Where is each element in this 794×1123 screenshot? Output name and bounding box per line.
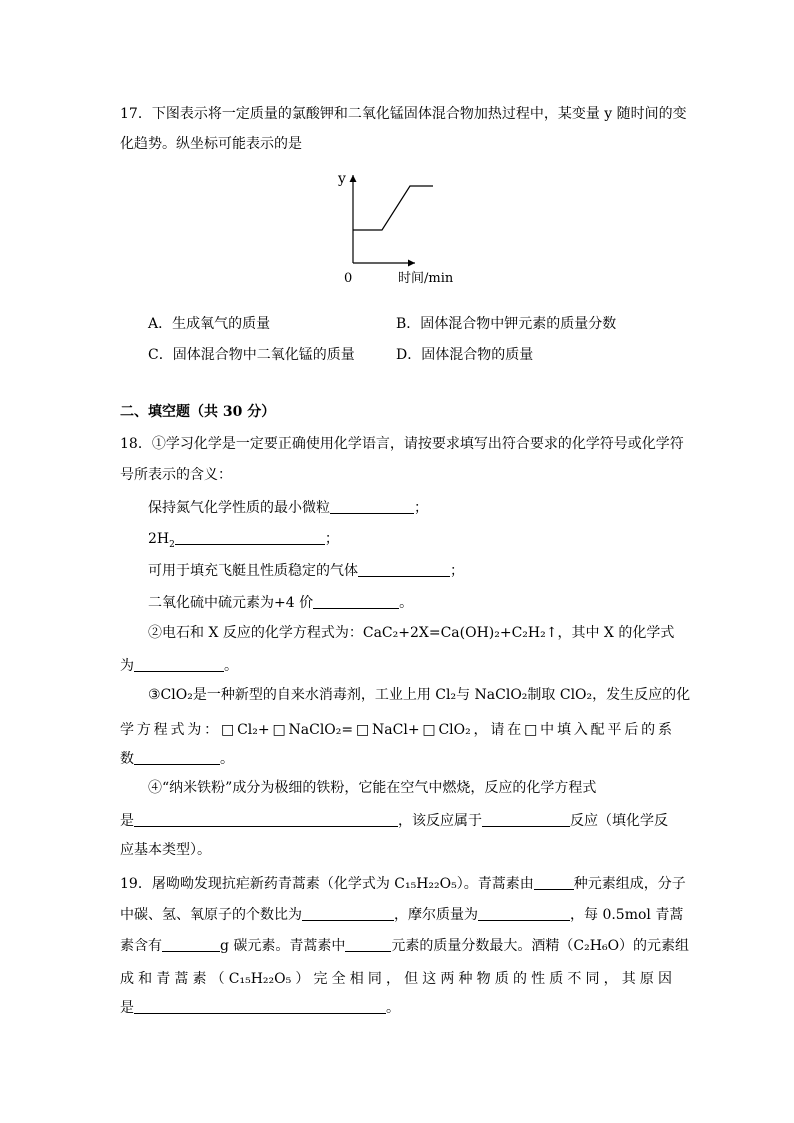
q17-option-d: D．固体混合物的质量 bbox=[396, 347, 534, 363]
q18-item3: 可用于填充飞艇且性质稳定的气体 ； bbox=[148, 563, 464, 579]
answer-blank[interactable] bbox=[175, 530, 325, 545]
q17-line1: 17．下图表示将一定质量的氯酸钾和二氧化锰固体混合物加热过程中，某变量 y 随时间的变 bbox=[120, 106, 687, 122]
q18-p2-line2: 为 。 bbox=[120, 658, 238, 674]
trend-line bbox=[353, 186, 433, 230]
q18-p3-line2: 学方程式为：□Cl₂+□NaClO₂=□NaCl+□ClO₂，请在□中填入配平后的系 bbox=[120, 722, 672, 738]
q18-p3-line3: 数 。 bbox=[120, 751, 234, 767]
q18-p4-line2: 是 ，该反应属于 反应（填化学反 bbox=[120, 813, 668, 829]
q19-line3: 素含有 g 碳元素。青蒿素中 元素的质量分数最大。酒精（C₂H₆O）的元素组 bbox=[120, 938, 690, 954]
answer-blank[interactable] bbox=[482, 812, 570, 827]
q19-line4: 成和青蒿素（C₁₅H₂₂O₅）完全相同，但这两种物质的性质不同，其原因 bbox=[120, 971, 672, 987]
q18-item4: 二氧化硫中硫元素为+4 价 。 bbox=[148, 595, 414, 611]
answer-blank[interactable] bbox=[313, 594, 399, 609]
section-title: 二、填空题（共 30 分） bbox=[120, 404, 276, 420]
q18-p4-line3: 应基本类型）。 bbox=[120, 842, 211, 858]
answer-blank[interactable] bbox=[330, 499, 414, 514]
answer-blank[interactable] bbox=[345, 937, 391, 952]
x-axis-label: 时间/min bbox=[398, 271, 454, 286]
q18-item2: $2H_2$ ； bbox=[148, 531, 339, 550]
answer-blank[interactable] bbox=[134, 812, 398, 827]
y-axis-label: y bbox=[338, 171, 346, 187]
q17-option-c: C．固体混合物中二氧化锰的质量 bbox=[148, 347, 355, 363]
q17-option-a: A．生成氧气的质量 bbox=[148, 316, 271, 332]
q18-item1: 保持氮气化学性质的最小微粒 ； bbox=[148, 500, 428, 516]
q18-p4-line1: ④“纳米铁粉”成分为极细的铁粉，它能在空气中燃烧，反应的化学方程式 bbox=[148, 780, 597, 796]
q18-p2-line1: ②电石和 X 反应的化学方程式为：CaC₂+2X=Ca(OH)₂+C₂H₂↑，其中 X 的化学式 bbox=[148, 625, 675, 641]
answer-blank[interactable] bbox=[134, 750, 220, 765]
answer-blank[interactable] bbox=[162, 937, 220, 952]
q18-line1: 18．①学习化学是一定要正确使用化学语言，请按要求填写出符合要求的化学符号或化学符 bbox=[120, 436, 684, 452]
answer-blank[interactable] bbox=[534, 875, 574, 890]
q19-line5: 是 。 bbox=[120, 1000, 400, 1016]
answer-blank[interactable] bbox=[358, 562, 450, 577]
q17-line2: 化趋势。纵坐标可能表示的是 bbox=[120, 136, 302, 152]
q18-p3-line1: ③ClO₂是一种新型的自来水消毒剂，工业上用 Cl₂与 NaClO₂制取 ClO₂，发生反应的化 bbox=[148, 687, 691, 703]
answer-blank[interactable] bbox=[478, 906, 570, 921]
origin-label: 0 bbox=[344, 271, 353, 286]
q17-option-b: B．固体混合物中钾元素的质量分数 bbox=[396, 316, 617, 332]
q19-line2: 中碳、氢、氧原子的个数比为 ，摩尔质量为 ，每 0.5mol 青蒿 bbox=[120, 907, 684, 923]
q18-line2: 号所表示的含义： bbox=[120, 467, 232, 483]
q19-line1: 19．屠呦呦发现抗疟新药青蒿素（化学式为 C₁₅H₂₂O₅）。青蒿素由 种元素组成，分子 bbox=[120, 876, 686, 892]
q17-graph bbox=[330, 165, 470, 290]
answer-blank[interactable] bbox=[134, 657, 224, 672]
answer-blank[interactable] bbox=[302, 906, 394, 921]
answer-blank[interactable] bbox=[134, 999, 386, 1014]
